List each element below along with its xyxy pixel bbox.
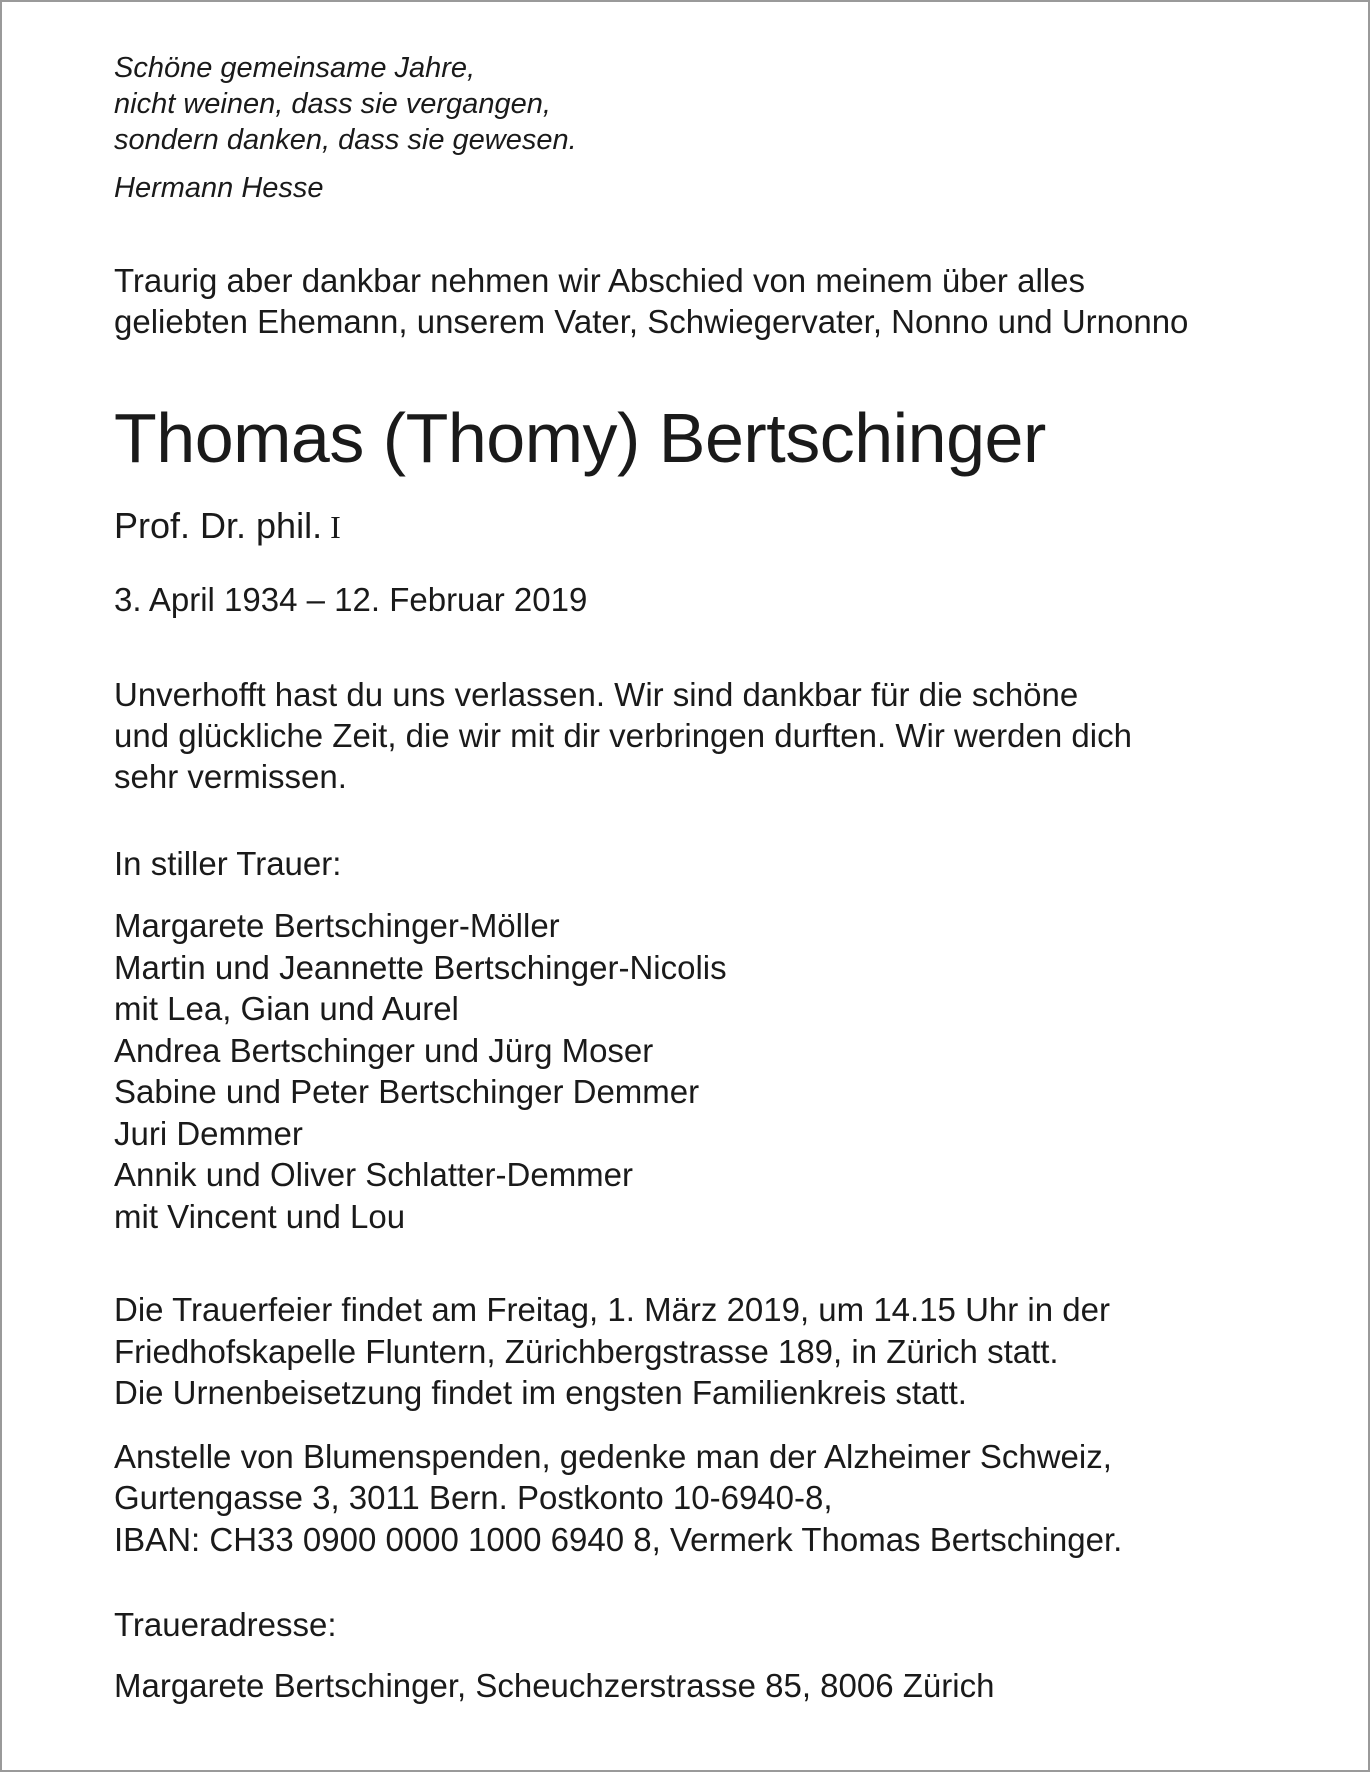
mourner-name: Martin und Jeannette Bertschinger-Nicolis	[114, 948, 727, 986]
message-line: Unverhofft hast du uns verlassen. Wir sind dankbar für die schöne	[114, 676, 1079, 713]
deceased-name: Thomas (Thomy) Bertschinger	[114, 399, 1046, 477]
mourner-name: Juri Demmer	[114, 1114, 303, 1152]
message-line: und glückliche Zeit, die wir mit dir verbringen durften. Wir werden dich	[114, 717, 1132, 754]
mourner-name: Margarete Bertschinger-Möller	[114, 907, 560, 944]
quote-line: nicht weinen, dass sie vergangen,	[114, 88, 551, 120]
mourning-address: Margarete Bertschinger, Scheuchzerstrasse 85, 8006 Zürich	[114, 1667, 995, 1704]
mourning-label: In stiller Trauer:	[114, 845, 342, 882]
mourner-name: Sabine und Peter Bertschinger Demmer	[114, 1073, 700, 1110]
donation-line: Anstelle von Blumenspenden, gedenke man der Alzheimer Schweiz,	[114, 1437, 1112, 1475]
obituary-content	[114, 50, 1294, 1706]
ceremony-line: Die Urnenbeisetzung findet im engsten Familienkreis statt.	[114, 1374, 967, 1411]
ceremony-info	[114, 1289, 1294, 1414]
message-line: sehr vermissen.	[114, 758, 347, 795]
mourner-name: mit Lea, Gian und Aurel	[114, 990, 459, 1027]
quote-line: Schöne gemeinsame Jahre,	[114, 52, 476, 84]
life-dates: 3. April 1934 – 12. Februar 2019	[114, 581, 588, 618]
intro-line: geliebten Ehemann, unserem Vater, Schwiegervater, Nonno und Urnonno	[114, 303, 1189, 340]
mourner-name: Annik und Oliver Schlatter-Demmer	[114, 1156, 634, 1193]
quote-author: Hermann Hesse	[114, 172, 324, 204]
mourner-name: mit Vincent und Lou	[114, 1197, 406, 1235]
donation-line: Gurtengasse 3, 3011 Bern. Postkonto 10-6940-8,	[114, 1479, 833, 1516]
ceremony-line: Friedhofskapelle Fluntern, Zürichbergstrasse 189, in Zürich statt.	[114, 1332, 1059, 1370]
deceased-title-text: Prof. Dr. phil.	[114, 505, 323, 546]
donation-line: IBAN: CH33 0900 0000 1000 6940 8, Vermerk Thomas Bertschinger.	[114, 1520, 1123, 1558]
epigraph-quote	[114, 50, 1294, 158]
mourner-name: Andrea Bertschinger und Jürg Moser	[114, 1031, 654, 1069]
intro-text	[114, 260, 1294, 342]
quote-line: sondern danken, dass sie gewesen.	[114, 124, 577, 156]
farewell-message	[114, 674, 1294, 797]
intro-line: Traurig aber dankbar nehmen wir Abschied von meinem über alles	[114, 262, 1085, 299]
deceased-title	[114, 504, 1294, 549]
ceremony-line: Die Trauerfeier findet am Freitag, 1. März 2019, um 14.15 Uhr in der	[114, 1291, 1110, 1328]
deceased-title-suffix: I	[330, 509, 341, 545]
donation-info	[114, 1436, 1294, 1561]
mourning-address-label: Traueradresse:	[114, 1606, 337, 1643]
mourners-list	[114, 905, 1294, 1237]
